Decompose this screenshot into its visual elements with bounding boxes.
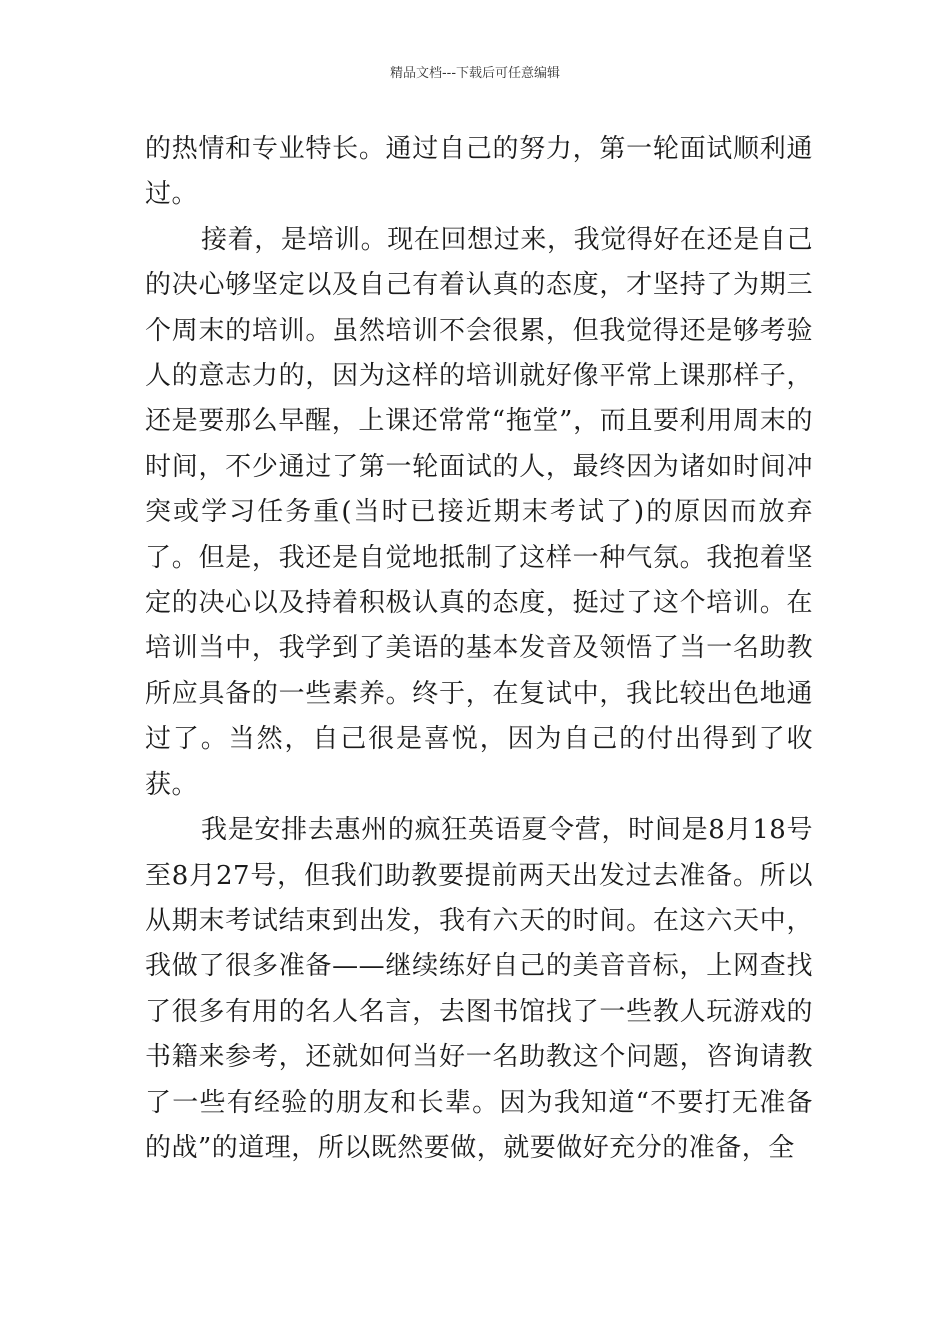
page-header: 精品文档---下载后可任意编辑 (389, 66, 561, 81)
paragraph-training: 接着，是培训。现在回想过来，我觉得好在还是自己的决心够坚定以及自己有着认真的态度，才坚持了为期三个周末的培训。虽然培训不会很累，但我觉得还是够考验人的意志力的，因为这样的培训就好像平常上课那样子，还是要那么早醒，上课还常常“拖堂”，而且要利用周末的时间，不少通过了第一轮面试的人，最终因为诸如时间冲突或学习任务重(当时已接近期末考试了)的原因而放弃了。但是，我还是自觉地抵制了这样一种气氛。我抱着坚定的决心以及持着积极认真的态度，挺过了这个培训。在培训当中，我学到了美语的基本发音及领悟了当一名助教所应具备的一些素养。终于，在复试中，我比较出色地通过了。当然，自己很是喜悦，因为自己的付出得到了收获。 (145, 224, 813, 800)
paragraph-summer-camp: 我是安排去惠州的疯狂英语夏令营，时间是8月18号至8月27号，但我们助教要提前两天出发过去准备。所以从期末考试结束到出发，我有六天的时间。在这六天中，我做了很多准备——继续练好自己的美音音标，上网查找了很多有用的名人名言，去图书馆找了一些教人玩游戏的书籍来参考，还就如何当好一名助教这个问题，咨询请教了一些有经验的朋友和长辈。因为我知道“不要打无准备的战”的道理，所以既然要做，就要做好充分的准备，全 (145, 815, 813, 1163)
paragraph-continuation: 的热情和专业特长。通过自己的努力，第一轮面试顺利通过。 (145, 134, 813, 210)
document-body (145, 127, 813, 1171)
